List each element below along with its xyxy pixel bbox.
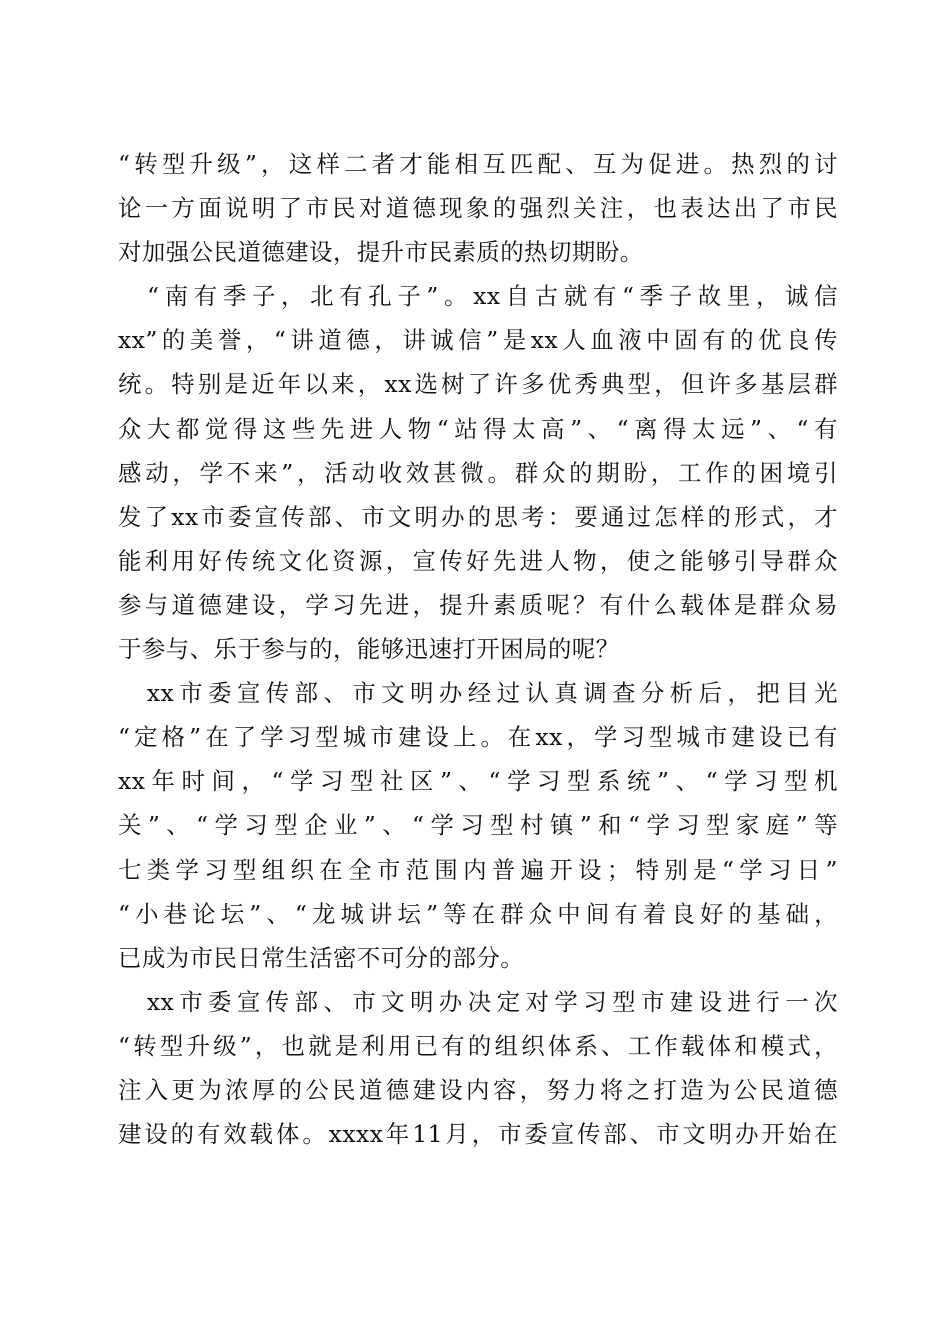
- paragraph-3: [118, 671, 838, 980]
- text-line: 论一方面说明了市民对道德现象的强烈关注，也表达出了市民: [118, 194, 838, 223]
- text-line: 于参与、乐于参与的，能够迅速打开困局的呢？: [118, 635, 620, 664]
- text-line: xx”的美誉，“讲道德，讲诚信”是xx人血液中固有的优良传: [118, 326, 838, 355]
- text-line: 建设的有效载体。xxxx年11月，市委宣传部、市文明办开始在: [118, 1120, 838, 1149]
- text-line: 关”、“学习型企业”、“学习型村镇”和“学习型家庭”等: [118, 811, 838, 840]
- text-line: “转型升级”，也就是利用已有的组织体系、工作载体和模式，: [118, 1031, 838, 1060]
- text-line: 七类学习型组织在全市范围内普遍开设；特别是“学习日”: [118, 855, 838, 884]
- paragraph-1: [118, 142, 838, 274]
- paragraph-4: [118, 980, 838, 1156]
- text-line: 参与道德建设，学习先进，提升素质呢？有什么载体是群众易: [118, 590, 838, 619]
- text-line: 发了xx市委宣传部、市文明办的思考：要通过怎样的形式，才: [118, 502, 838, 531]
- text-line: “转型升级”，这样二者才能相互匹配、互为促进。热烈的讨: [118, 150, 838, 178]
- text-line: 众大都觉得这些先进人物“站得太高”、“离得太远”、“有: [118, 414, 838, 443]
- text-line: 能利用好传统文化资源，宣传好先进人物，使之能够引导群众: [118, 546, 838, 575]
- paragraph-2: [118, 274, 838, 671]
- text-line: 注入更为浓厚的公民道德建设内容，努力将之打造为公民道德: [118, 1075, 838, 1104]
- text-line: xx年时间，“学习型社区”、“学习型系统”、“学习型机: [118, 767, 838, 796]
- text-line: xx市委宣传部、市文明办决定对学习型市建设进行一次: [118, 987, 838, 1016]
- text-line: “南有季子，北有孔子”。xx自古就有“季子故里，诚信: [118, 282, 838, 311]
- text-line: 对加强公民道德建设，提升市民素质的热切期盼。: [118, 238, 644, 267]
- document-page: [118, 142, 838, 1156]
- text-line: xx市委宣传部、市文明办经过认真调查分析后，把目光: [118, 679, 838, 708]
- text-line: 统。特别是近年以来，xx选树了许多优秀典型，但许多基层群: [118, 370, 838, 399]
- text-line: 感动，学不来”，活动收效甚微。群众的期盼，工作的困境引: [118, 458, 838, 487]
- text-line: 已成为市民日常生活密不可分的部分。: [118, 943, 525, 972]
- text-line: “定格”在了学习型城市建设上。在xx，学习型城市建设已有: [118, 723, 838, 752]
- text-line: “小巷论坛”、“龙城讲坛”等在群众中间有着良好的基础，: [118, 899, 838, 928]
